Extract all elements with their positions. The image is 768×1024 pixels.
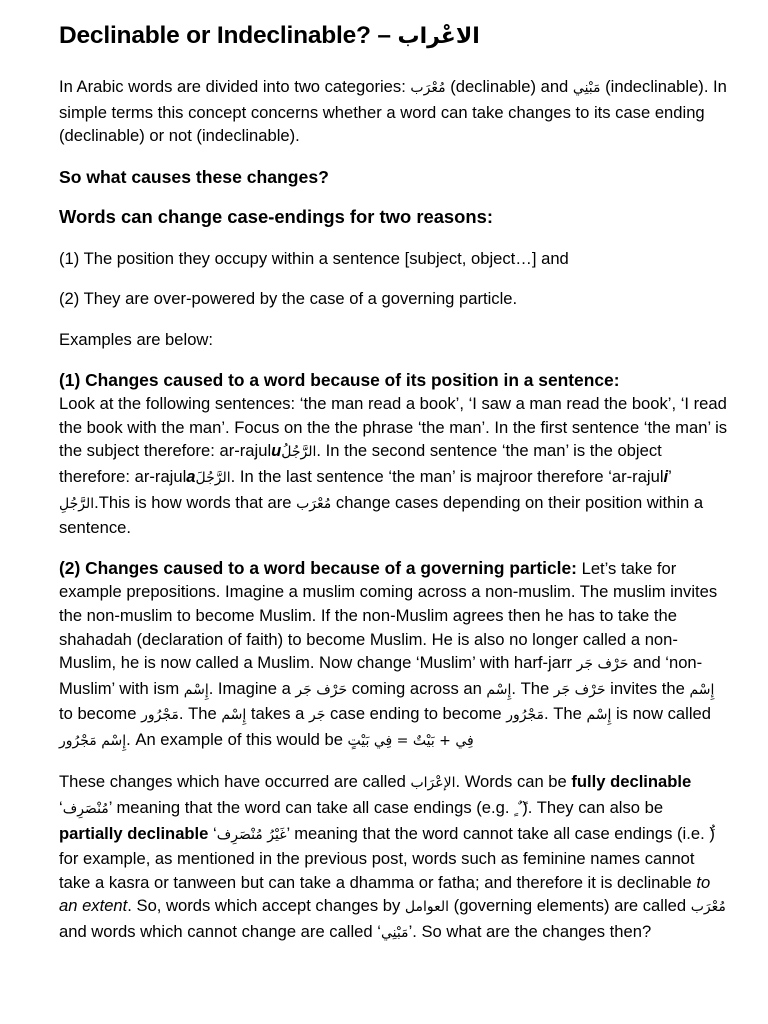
arabic-term: إِسْم bbox=[221, 707, 247, 724]
case-marks: ً ٌ ٍ bbox=[514, 801, 523, 818]
intro-paragraph: In Arabic words are divided into two categories: مُعْرَب (declinable) and مَبْنِي (indeclinable). In simple terms this concept concerns whether a word can take changes to its case ending (declinable) or not (indeclinable). bbox=[59, 77, 727, 146]
arabic-term: الإعْرَاب bbox=[410, 775, 456, 792]
arabic-term: مَبْنِي bbox=[380, 925, 409, 942]
arabic-term: إِسْم bbox=[183, 681, 209, 698]
arabic-term: مَجْرُور bbox=[506, 707, 544, 724]
arabic-term: حَرْف جَر bbox=[295, 681, 348, 698]
section-one-heading: (1) Changes caused to a word because of its position in a sentence: bbox=[59, 369, 620, 390]
question-heading: So what causes these changes? bbox=[59, 166, 329, 187]
arabic-term: العوامل bbox=[404, 899, 450, 916]
arabic-term: الرَّجُلِ bbox=[59, 495, 95, 512]
section-two-heading: (2) Changes caused to a word because of a governing particle: bbox=[59, 557, 577, 578]
arabic-term: الرَّجُلُ bbox=[281, 444, 317, 461]
partially-declinable-term: partially declinable bbox=[59, 823, 209, 843]
reason-one: (1) The position they occupy within a sentence [subject, object…] and bbox=[59, 248, 569, 268]
arabic-term: إِسْم bbox=[586, 707, 612, 724]
arabic-term: إِسْم bbox=[486, 681, 512, 698]
arabic-term: غَيْرُ مُنْصَرِف bbox=[216, 826, 287, 843]
examples-intro: Examples are below: bbox=[59, 329, 214, 349]
arabic-term: حَرْف جَر bbox=[553, 681, 606, 698]
arabic-term: الرَّجُلَ bbox=[195, 469, 231, 486]
section-three-paragraph: These changes which have occurred are called الإعْرَاب. Words can be fully declinable ‘مُنْصَرِف’ meaning that the word can take all case endings (e.g. ً ٌ ٍ). They can also be partially declinable ‘غَيْرُ مُنْصَرِف’ meaning that the word cannot take all case endings (i.e. ) for example, as mentioned in the previous post, words such as feminine names cannot take a kasra or tanween but can take a dhamma or fatha; and therefore it is declinable to an extent. So, words which accept changes by العوامل (governing elements) are called مُعْرَب and words which cannot change are called ‘مَبْنِي’. So what are the changes then? bbox=[59, 772, 726, 942]
section-one-paragraph: (1) Changes caused to a word because of its position in a sentence: Look at the following sentences: ‘the man read a book’, ‘I saw a man read the book’, ‘I read the book with the man’. Focus on the the phrase ‘the man’. In the first sentence ‘the man’ is the subject therefore: ar-rajuluالرَّجُلُ. In the second sentence ‘the man’ is the object therefore: ar-rajulaالرَّجُلَ. In the last sentence ‘the man’ is majroor therefore ‘ar-rajuli’ الرَّجُلِ.This is how words that are مُعْرَب change cases depending on their position within a sentence. bbox=[59, 369, 728, 538]
arabic-term: مَبْنِي bbox=[572, 80, 601, 96]
arabic-term: مُنْصَرِف bbox=[62, 801, 109, 818]
arabic-example: فِي + بَيْتٌ = فِي بَيْتٍ bbox=[347, 732, 474, 749]
title-arabic: الاعْراب bbox=[397, 24, 480, 49]
fully-declinable-term: fully declinable bbox=[571, 772, 692, 792]
arabic-term: جَر bbox=[309, 707, 326, 724]
arabic-term: مُعْرَب bbox=[296, 495, 332, 512]
arabic-term: مُعْرَب bbox=[410, 80, 446, 96]
arabic-term: إِسْم bbox=[689, 681, 715, 698]
arabic-term: مَجْرُور bbox=[141, 707, 179, 724]
arabic-term: إِسْم مَجْرُور bbox=[59, 732, 127, 749]
page-title: Declinable or Indeclinable? – الاعْراب bbox=[59, 22, 480, 49]
reason-two: (2) They are over-powered by the case of a governing particle. bbox=[59, 289, 518, 309]
arabic-term: مُعْرَب bbox=[690, 899, 726, 916]
arabic-term: حَرْف جَر bbox=[576, 656, 629, 673]
reasons-heading: Words can change case-endings for two reasons: bbox=[59, 205, 493, 227]
section-two-paragraph: (2) Changes caused to a word because of a governing particle: Let’s take for example prepositions. Imagine a muslim coming across a non-muslim. The muslim invites the non-muslim to become Muslim. If the non-Muslim agrees then he has to take the shahadah (declaration of faith) to become Muslim. He is also no longer called a non-Muslim, he is now called a Muslim. Now change ‘Muslim’ with harf-jarr حَرْف جَر and ‘non-Muslim’ with ism إِسْم. Imagine a حَرْف جَر coming across an إِسْم. The حَرْف جَر invites the إِسْم to become مَجْرُور. The إِسْم takes a جَر case ending to become مَجْرُور. The إِسْم is now called إِسْم مَجْرُور. An example of this would be فِي + بَيْتٌ = فِي بَيْتٍ bbox=[59, 557, 718, 749]
